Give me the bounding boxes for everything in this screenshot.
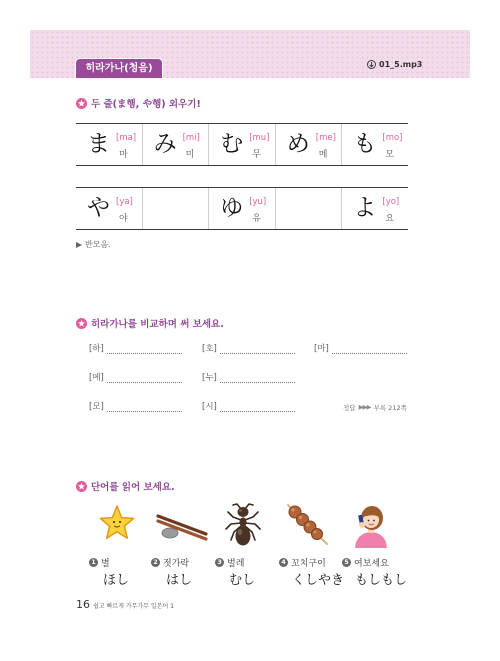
star-illustration <box>97 503 137 543</box>
hiragana-word: くしやき <box>292 573 345 588</box>
hiragana-char: み <box>153 131 177 157</box>
hiragana-char: や <box>87 195 110 221</box>
romanization: [mu] <box>249 133 270 143</box>
dotted-write-line <box>107 374 182 383</box>
ant-illustration <box>222 502 264 548</box>
kana-cell <box>275 124 342 165</box>
writing-blank <box>89 342 182 354</box>
section-title: 두 줄(ま행, や행) 외우기! <box>91 99 201 110</box>
hiragana-char: ゆ <box>220 195 244 221</box>
note-text: 반모음. <box>85 240 111 249</box>
number-badge: 4 <box>279 558 288 567</box>
empty-kana-cell <box>142 188 209 229</box>
hangul-reading: 유 <box>252 214 261 224</box>
woman-on-phone-illustration <box>350 502 392 548</box>
book-title: 쉽고 빠르게 가무가무 일본어 1 <box>93 603 174 610</box>
hiragana-word: むし <box>229 573 256 588</box>
word-meaning: 여보세요 <box>354 559 389 569</box>
ya-row-table <box>76 187 408 230</box>
number-badge: 1 <box>89 558 98 567</box>
section-heading-compare-write <box>76 316 224 330</box>
hiragana-word: もしもし <box>355 573 408 588</box>
writing-prompt: [시] <box>202 402 217 412</box>
dotted-write-line <box>220 403 295 412</box>
word-meaning: 별 <box>101 559 110 569</box>
word-meaning: 젓가락 <box>163 559 190 569</box>
romanization: [yo] <box>382 197 400 207</box>
word-label <box>151 556 189 569</box>
kana-cell <box>76 188 142 229</box>
writing-blank <box>314 342 407 354</box>
writing-blank <box>202 371 295 383</box>
audio-track <box>367 60 422 69</box>
kana-cell <box>208 124 275 165</box>
chopsticks-illustration <box>155 509 209 543</box>
hiragana-char: よ <box>353 195 377 221</box>
triangle-bullet-icon <box>76 242 82 248</box>
word-meaning: 벌레 <box>227 559 245 569</box>
romanization: [me] <box>315 133 336 143</box>
dotted-write-line <box>107 345 182 354</box>
skewer-illustration <box>285 502 329 546</box>
writing-prompt: [메] <box>89 373 104 383</box>
hangul-reading: 미 <box>185 150 195 160</box>
number-badge: 2 <box>151 558 160 567</box>
hangul-reading: 메 <box>318 150 328 160</box>
section-title: 단어를 읽어 보세요. <box>91 482 175 493</box>
kana-cell <box>341 124 408 165</box>
lesson-tab-label: 히라가나(청음) <box>76 59 162 78</box>
hiragana-word: ほし <box>103 573 130 588</box>
hiragana-char: む <box>220 131 244 157</box>
flower-bullet-icon <box>76 318 87 329</box>
dotted-write-line <box>220 374 295 383</box>
number-badge: 3 <box>215 558 224 567</box>
hangul-reading: 요 <box>385 214 395 224</box>
writing-prompt: [누] <box>202 373 217 383</box>
section-heading-read-words <box>76 479 175 493</box>
answer-label: 정답 <box>343 404 356 412</box>
flower-bullet-icon <box>76 481 87 492</box>
kana-cell <box>341 188 408 229</box>
empty-kana-cell <box>275 188 342 229</box>
hiragana-char: ま <box>87 131 110 157</box>
hiragana-char: め <box>286 131 310 157</box>
word-label <box>279 556 326 569</box>
answer-arrows: ▶▶▶ <box>358 403 371 411</box>
ma-row-table <box>76 123 408 166</box>
hiragana-char: も <box>353 131 377 157</box>
writing-blank <box>89 371 182 383</box>
hiragana-word: はし <box>166 573 193 588</box>
answer-page-ref: 부록 212쪽 <box>373 404 407 412</box>
romanization: [ya] <box>116 197 133 207</box>
kana-cell <box>142 124 209 165</box>
writing-blank <box>202 400 295 412</box>
romanization: [yu] <box>249 197 267 207</box>
romanization: [mo] <box>382 133 403 143</box>
number-badge: 5 <box>342 558 351 567</box>
writing-prompt: [모] <box>89 402 104 412</box>
answer-reference <box>343 403 407 412</box>
dotted-write-line <box>332 345 407 354</box>
audio-file-name: 01_5.mp3 <box>379 60 423 69</box>
semivowel-note <box>76 239 111 250</box>
kana-cell <box>76 124 142 165</box>
page-number: 16 <box>76 598 90 611</box>
writing-prompt: [하] <box>89 344 104 354</box>
word-label <box>89 556 110 569</box>
kana-cell <box>208 188 275 229</box>
section-title: 히라가나를 비교하며 써 보세요. <box>91 319 224 330</box>
hangul-reading: 무 <box>252 150 261 160</box>
dotted-write-line <box>107 403 182 412</box>
flower-bullet-icon <box>76 98 87 109</box>
hangul-reading: 야 <box>119 214 128 224</box>
audio-icon <box>367 60 376 69</box>
hangul-reading: 모 <box>385 150 395 160</box>
section-heading-memorize <box>76 96 201 110</box>
writing-prompt: [호] <box>202 344 217 354</box>
writing-blank <box>202 342 295 354</box>
romanization: [ma] <box>116 133 137 143</box>
writing-blank <box>89 400 182 412</box>
hangul-reading: 마 <box>119 150 128 160</box>
dotted-write-line <box>220 345 295 354</box>
writing-prompt: [마] <box>314 344 329 354</box>
word-label <box>342 556 389 569</box>
word-meaning: 꼬치구이 <box>291 559 326 569</box>
word-label <box>215 556 244 569</box>
romanization: [mi] <box>182 133 200 143</box>
